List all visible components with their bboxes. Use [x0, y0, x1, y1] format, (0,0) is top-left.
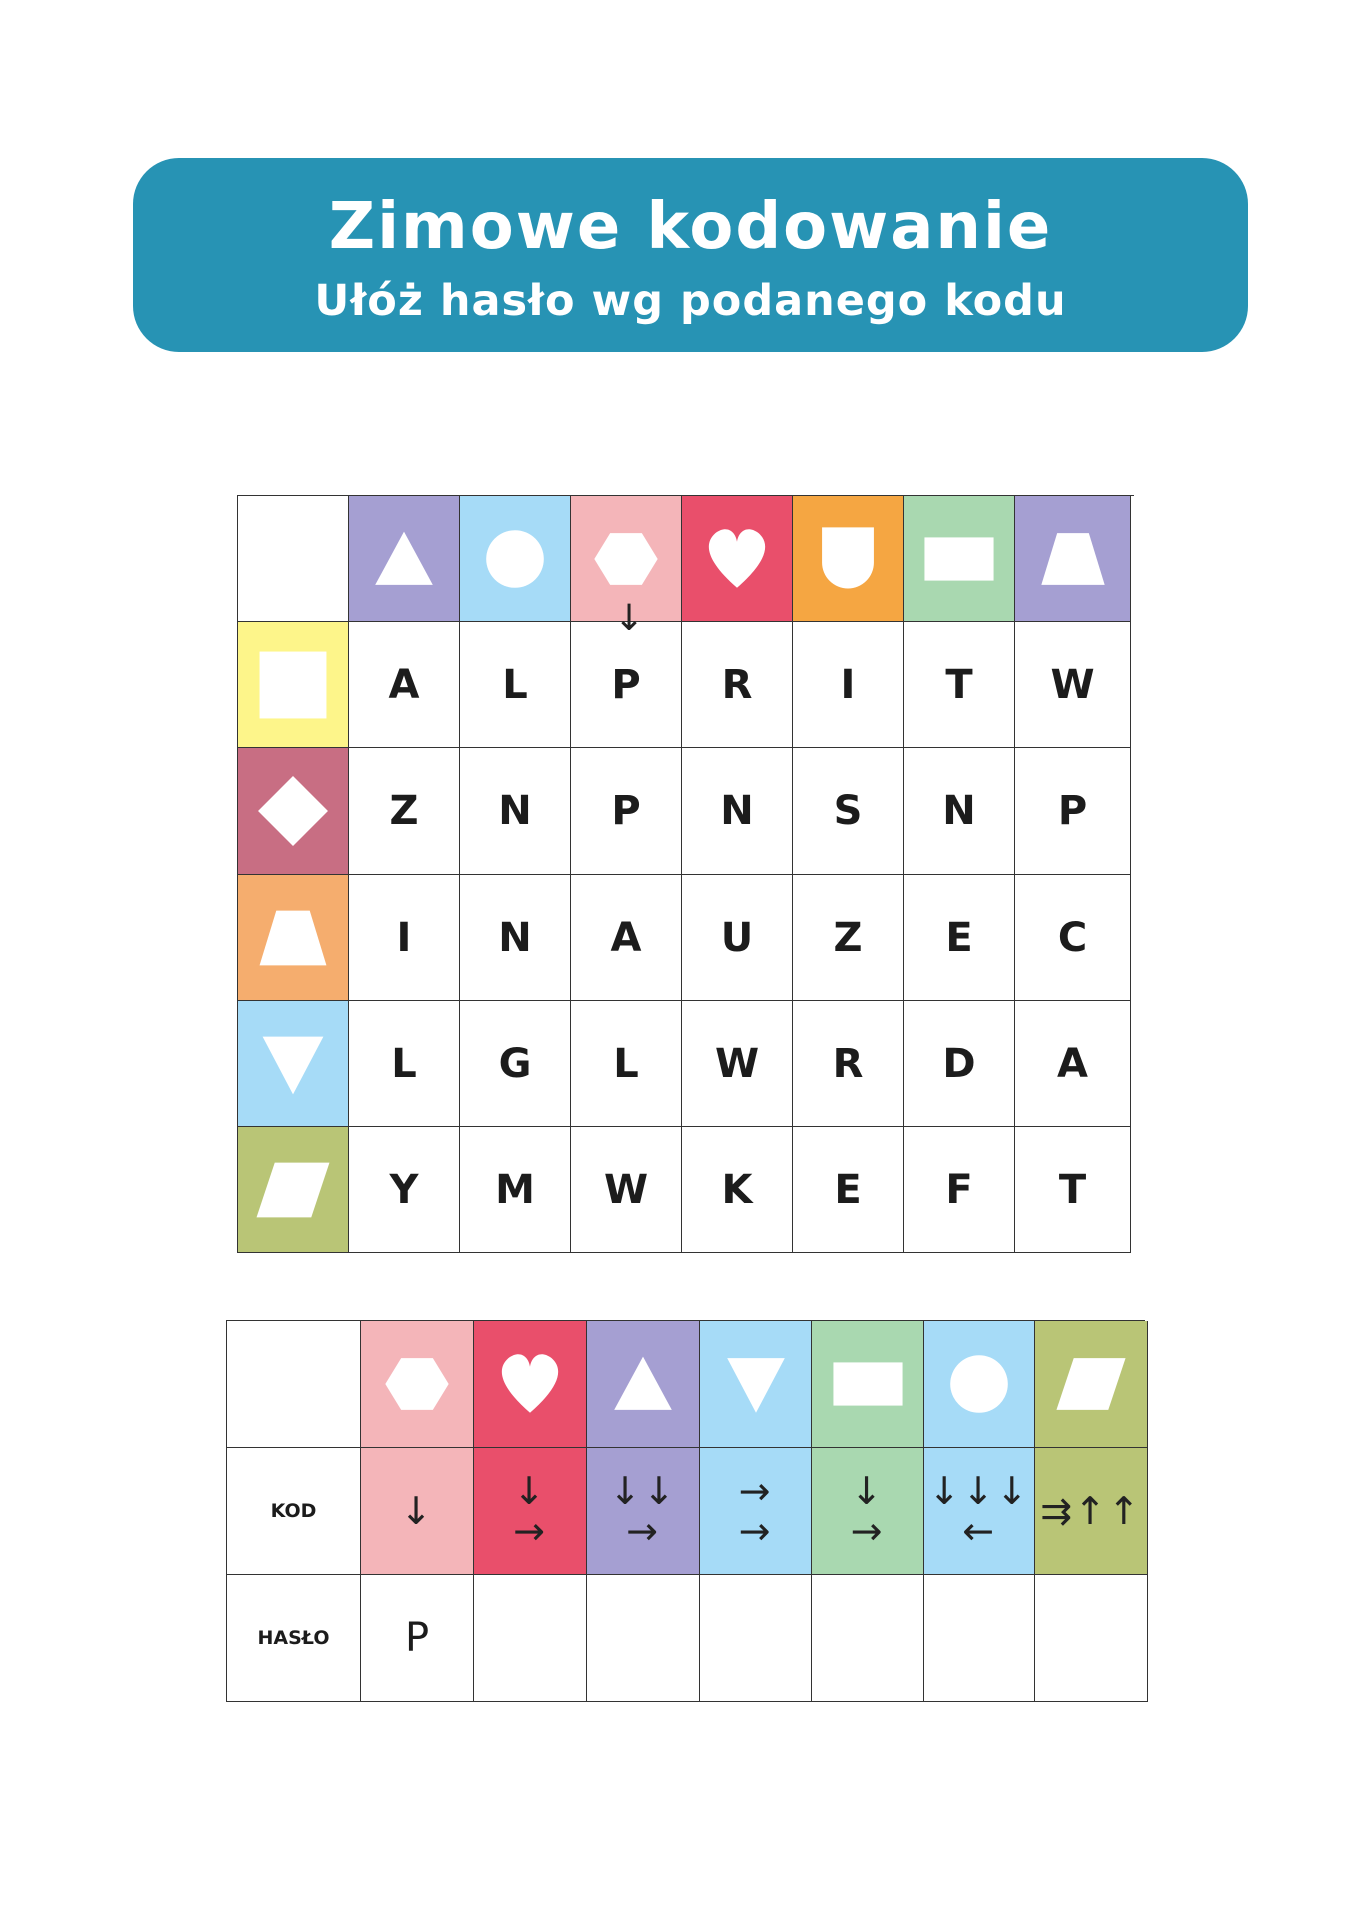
code-arrows: [812, 1448, 923, 1574]
letter-cell: [682, 748, 793, 875]
code-arrows: [1035, 1448, 1147, 1574]
parallelogram-icon: [1055, 1348, 1127, 1420]
row-header: [238, 1127, 349, 1253]
cell-letter: N: [942, 788, 976, 834]
cell-letter: T: [945, 661, 973, 708]
column-header: [474, 1321, 587, 1448]
start-marker-arrow: ↓: [614, 598, 645, 639]
haslo-label: HASŁO: [257, 1627, 330, 1649]
cipher-grid: [237, 495, 1134, 1253]
letter-cell: [349, 622, 460, 748]
letter-cell: [682, 622, 793, 748]
arrow-sequence: ↓↓: [609, 1469, 677, 1513]
cell-letter: U: [720, 914, 754, 961]
cell-letter: N: [498, 914, 532, 961]
corner-cell: [238, 496, 349, 622]
letter-cell: [571, 1001, 682, 1127]
arrow-sequence: ⇉↑↑: [1040, 1489, 1142, 1533]
arrow-sequence: ↓: [850, 1469, 885, 1513]
cell-letter: N: [720, 788, 754, 834]
answer-cell[interactable]: [812, 1575, 924, 1702]
cell-letter: Z: [833, 914, 863, 961]
cell-letter: E: [945, 914, 973, 961]
page-title: Zimowe kodowanie: [328, 190, 1053, 264]
triangle-icon: [607, 1348, 679, 1420]
letter-cell: [349, 1127, 460, 1253]
down-triangle-icon: [255, 1026, 331, 1102]
down-triangle-icon: [720, 1348, 792, 1420]
letter-cell: [1015, 875, 1131, 1001]
code-table: [226, 1320, 1145, 1702]
column-header: [460, 496, 571, 622]
cell-letter: R: [721, 661, 753, 708]
code-cell: [587, 1448, 700, 1575]
code-cell: [474, 1448, 587, 1575]
letter-cell: [460, 748, 571, 875]
column-header: [587, 1321, 700, 1448]
row-header: [238, 748, 349, 875]
code-cell: [361, 1448, 474, 1575]
cell-letter: L: [502, 661, 528, 708]
arrow-sequence: ↓: [400, 1489, 434, 1533]
column-header: [349, 496, 460, 622]
letter-cell: [793, 1001, 904, 1127]
arrow-sequence: →: [738, 1469, 773, 1513]
triangle-icon: [368, 523, 440, 595]
cell-letter: P: [611, 661, 641, 708]
letter-cell: [1015, 622, 1131, 748]
code-cell: [812, 1448, 924, 1575]
rectangle-icon: [923, 523, 995, 595]
square-icon: [255, 647, 331, 723]
cell-letter: T: [1058, 1166, 1087, 1213]
cell-letter: E: [834, 1166, 862, 1213]
letter-cell: [571, 748, 682, 875]
letter-cell: [349, 875, 460, 1001]
rectangle-icon: [832, 1348, 904, 1420]
letter-cell: [793, 622, 904, 748]
cell-letter: Y: [389, 1166, 419, 1213]
cell-letter: K: [721, 1166, 753, 1213]
heart-icon: [701, 523, 773, 595]
letter-cell: [460, 1001, 571, 1127]
arrow-sequence: ↓↓↓: [928, 1469, 1030, 1513]
letter-cell: [904, 1001, 1015, 1127]
answer-cell[interactable]: [700, 1575, 812, 1702]
code-cell: [700, 1448, 812, 1575]
row-header: [238, 622, 349, 748]
column-header: [812, 1321, 924, 1448]
code-arrows: [361, 1448, 473, 1574]
letter-cell: [571, 622, 682, 748]
letter-cell: [571, 1127, 682, 1253]
cell-letter: A: [610, 914, 642, 961]
cell-letter: P: [611, 788, 641, 834]
column-header: [361, 1321, 474, 1448]
arrow-sequence: →: [626, 1509, 660, 1553]
letter-cell: [904, 875, 1015, 1001]
cell-letter: G: [498, 1040, 532, 1087]
letter-cell: [1015, 748, 1131, 875]
answer-cell[interactable]: [474, 1575, 587, 1702]
arrow-sequence: →: [850, 1509, 885, 1553]
cell-letter: L: [391, 1040, 417, 1087]
cell-letter: C: [1057, 914, 1088, 961]
letter-cell: [460, 875, 571, 1001]
letter-cell: [793, 875, 904, 1001]
cell-letter: D: [942, 1040, 976, 1087]
answer-cell[interactable]: [1035, 1575, 1148, 1702]
title-banner: [133, 158, 1248, 352]
kod-label: KOD: [270, 1500, 317, 1522]
parallelogram-icon: [255, 1152, 331, 1228]
letter-cell: [793, 1127, 904, 1253]
row-header: [238, 1001, 349, 1127]
letter-cell: [571, 875, 682, 1001]
kod-label-cell: [227, 1448, 361, 1575]
page-subtitle: Ułóż hasło wg podanego kodu: [314, 276, 1067, 326]
cell-letter: W: [714, 1040, 760, 1087]
cell-letter: A: [1057, 1040, 1088, 1087]
answer-cell[interactable]: [587, 1575, 700, 1702]
arrow-sequence: ←: [962, 1509, 996, 1553]
answer-letter: P: [404, 1615, 430, 1661]
cell-letter: W: [603, 1166, 649, 1213]
trapezoid-icon: [255, 900, 331, 976]
corner-cell: [227, 1321, 361, 1448]
shield-icon: [812, 523, 884, 595]
cell-letter: I: [840, 661, 856, 708]
code-arrows: [924, 1448, 1034, 1574]
hexagon-icon: [590, 523, 662, 595]
cell-letter: S: [833, 788, 863, 834]
letter-cell: [349, 748, 460, 875]
cell-letter: I: [396, 914, 412, 961]
column-header: [1015, 496, 1131, 622]
circle-icon: [943, 1348, 1015, 1420]
code-arrows: [587, 1448, 699, 1574]
cell-letter: A: [388, 661, 420, 708]
heart-icon: [494, 1348, 566, 1420]
letter-cell: [904, 748, 1015, 875]
diamond-icon: [255, 773, 331, 849]
letter-cell: [904, 1127, 1015, 1253]
cell-letter: F: [945, 1166, 973, 1213]
cell-letter: L: [613, 1040, 639, 1087]
cell-letter: W: [1050, 661, 1095, 708]
column-header: [682, 496, 793, 622]
letter-cell: [904, 622, 1015, 748]
column-header: [924, 1321, 1035, 1448]
column-header: [700, 1321, 812, 1448]
code-cell: [1035, 1448, 1148, 1575]
arrow-sequence: →: [738, 1509, 773, 1553]
column-header: [1035, 1321, 1148, 1448]
column-header: [904, 496, 1015, 622]
cell-letter: R: [832, 1040, 864, 1087]
code-arrows: [700, 1448, 811, 1574]
haslo-label-cell: [227, 1575, 361, 1702]
letter-cell: [1015, 1127, 1131, 1253]
arrow-sequence: →: [513, 1509, 547, 1553]
cell-letter: M: [495, 1166, 535, 1213]
circle-icon: [479, 523, 551, 595]
column-header: [793, 496, 904, 622]
row-header: [238, 875, 349, 1001]
letter-cell: [460, 622, 571, 748]
cell-letter: Z: [389, 788, 419, 834]
answer-cell[interactable]: [361, 1575, 474, 1702]
letter-cell: [682, 875, 793, 1001]
letter-cell: [460, 1127, 571, 1253]
cell-letter: N: [498, 788, 532, 834]
answer-cell[interactable]: [924, 1575, 1035, 1702]
letter-cell: [682, 1001, 793, 1127]
code-arrows: [474, 1448, 586, 1574]
hexagon-icon: [381, 1348, 453, 1420]
trapezoid-icon: [1037, 523, 1109, 595]
letter-cell: [682, 1127, 793, 1253]
letter-cell: [349, 1001, 460, 1127]
cell-letter: P: [1057, 788, 1088, 834]
arrow-sequence: ↓: [513, 1469, 547, 1513]
letter-cell: [793, 748, 904, 875]
letter-cell: [1015, 1001, 1131, 1127]
code-cell: [924, 1448, 1035, 1575]
